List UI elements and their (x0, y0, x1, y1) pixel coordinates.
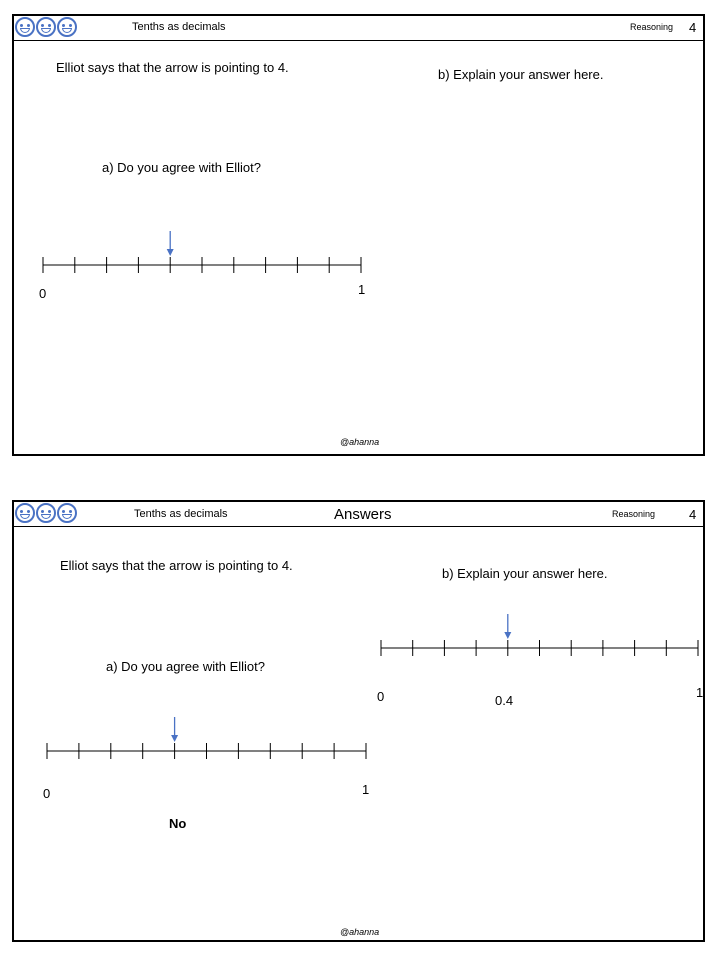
answer-line-start-label: 0 (377, 689, 385, 704)
slide-header (14, 16, 703, 41)
number-line (14, 16, 15, 17)
smiley-icon (15, 503, 35, 523)
smiley-icon (36, 503, 56, 523)
smiley-faces-logo (15, 17, 78, 37)
answer-line-arrow-label: 0.4 (495, 693, 514, 708)
slide-number: 4 (689, 507, 697, 522)
statement: Elliot says that the arrow is pointing to 4. (60, 558, 293, 573)
credit: @ahanna (340, 437, 380, 447)
question-slide (12, 14, 705, 456)
answer-line-end-label: 1 (696, 685, 704, 700)
answers-heading: Answers (334, 506, 392, 523)
number-line (14, 502, 15, 503)
slide-title: Tenths as decimals (132, 21, 226, 33)
smiley-faces-logo (15, 503, 78, 523)
smiley-icon (15, 17, 35, 37)
smiley-icon (36, 17, 56, 37)
smiley-icon (57, 17, 77, 37)
category-label: Reasoning (630, 22, 674, 32)
category-label: Reasoning (612, 509, 656, 519)
question-a: a) Do you agree with Elliot? (102, 160, 261, 175)
slide-header (14, 502, 703, 527)
arrow-head-icon (171, 735, 178, 742)
arrow-head-icon (504, 632, 511, 639)
question-a: a) Do you agree with Elliot? (106, 659, 265, 674)
answers-slide (12, 500, 705, 942)
answer-a: No (169, 816, 187, 831)
question-b: b) Explain your answer here. (442, 566, 608, 581)
credit: @ahanna (340, 927, 380, 937)
number-line-end-label: 1 (358, 282, 366, 297)
number-line-end-label: 1 (362, 782, 370, 797)
arrow-head-icon (167, 249, 174, 256)
smiley-icon (57, 503, 77, 523)
question-b: b) Explain your answer here. (438, 67, 604, 82)
slide-title: Tenths as decimals (134, 508, 228, 520)
number-line-start-label: 0 (43, 786, 51, 801)
statement: Elliot says that the arrow is pointing to 4. (56, 60, 289, 75)
number-line-start-label: 0 (39, 286, 47, 301)
slide-number: 4 (689, 20, 697, 35)
